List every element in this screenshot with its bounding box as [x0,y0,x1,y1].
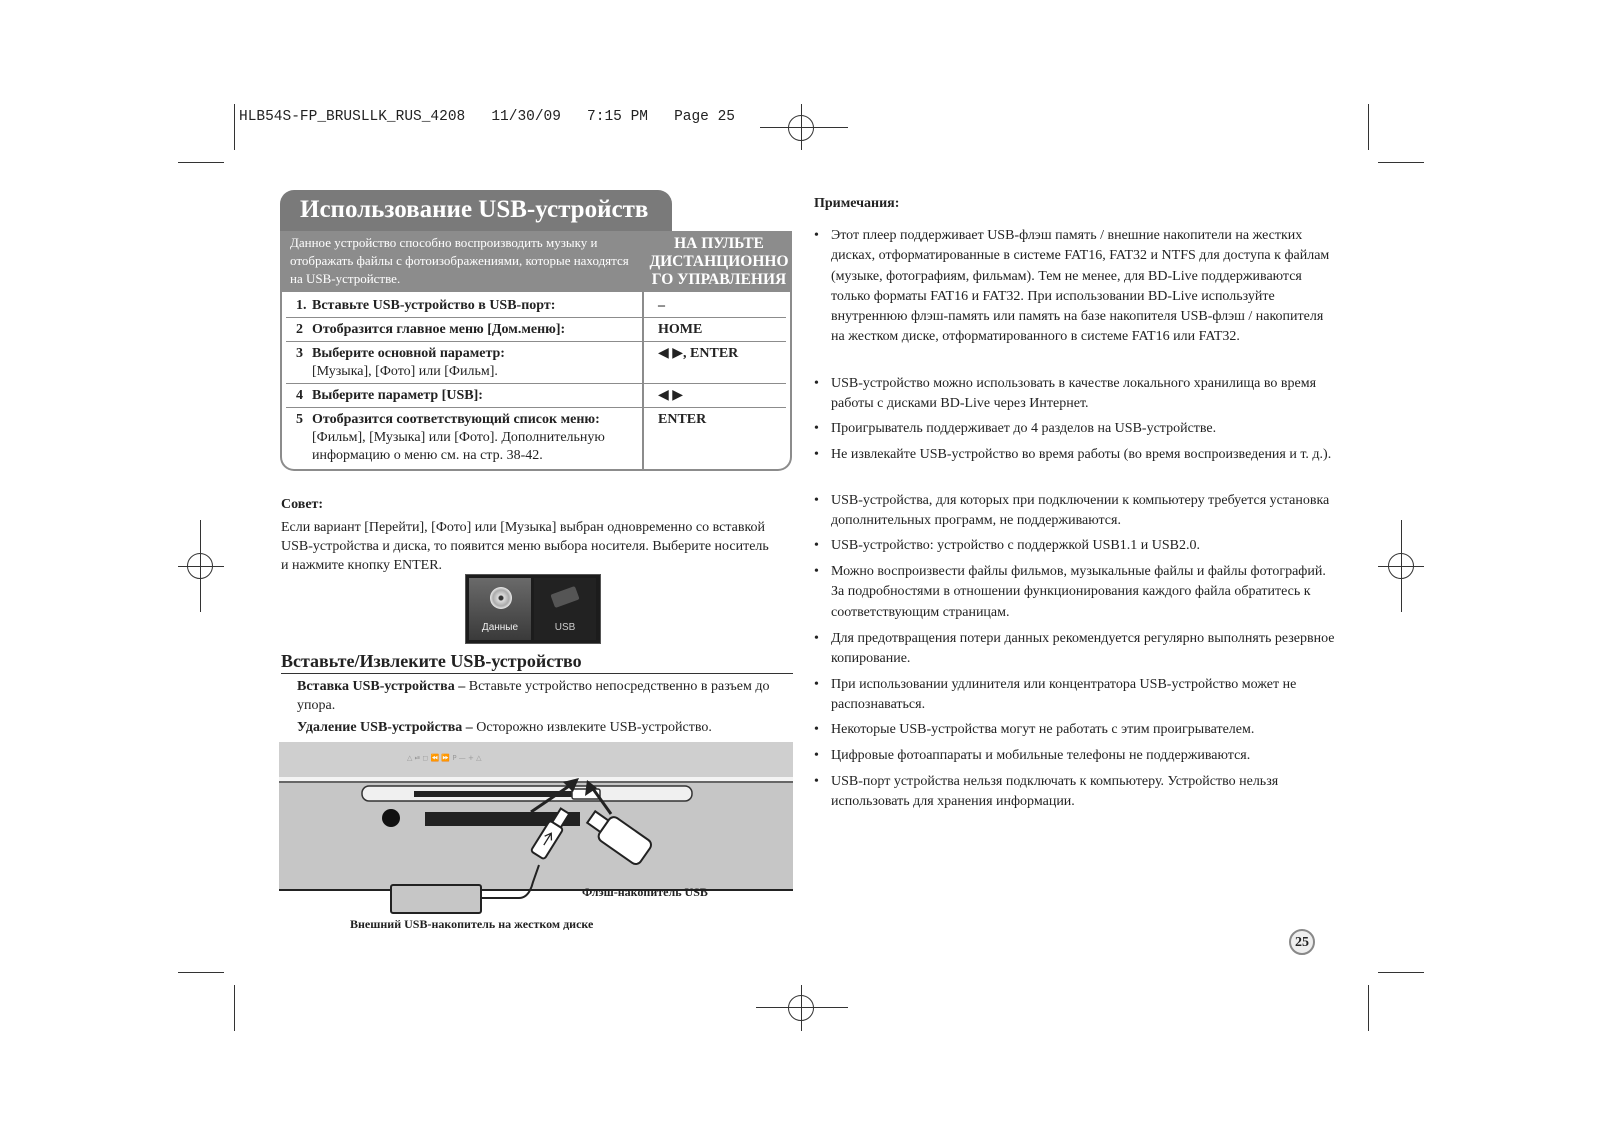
insert-heading: Вставьте/Извлеките USB-устройство [281,651,582,671]
front-panel-buttons [407,753,482,762]
tip-label: Совет: [281,497,324,512]
insert-paragraph: Вставка USB-устройства – Вставьте устройство непосредственно в разъем до упора. [297,679,770,713]
usb-stick-icon [550,586,579,608]
steps-table: Данное устройство способно воспроизводить музыку и отображать файлы с фотоизображениями, которые находятся на USB-устройстве. НА ПУЛЬТЕ ДИСТАНЦИОННО ГО УПРАВЛЕНИЯ 1. Вставьте USB-устройство в USB-порт: – 2 Отобразится главное меню [Дом.меню]: HOME 3 Выберите основной параметр: [Музыка], [Фото] или [Фильм]. ◀ ▶, ENTER 4 Выберите параметр [USB]: ◀ ▶ 5 Отобразится соответствующий список меню: [Фильм], [Музыка] или [Фото]. Дополнительную информацию о меню см. на стр. 38-42. ENTER [280,231,792,471]
menu-item-data: Данные [469,578,531,640]
hdd-label: Внешний USB-накопитель на жестком диске [350,917,594,931]
usb-connection-diagram [279,742,795,934]
flash-drive-label: Флэш-накопитель USB [582,885,708,899]
remote-header: НА ПУЛЬТЕ ДИСТАНЦИОННО ГО УПРАВЛЕНИЯ [649,235,789,288]
section-title: Использование USB-устройств [280,190,672,232]
tip-text: Если вариант [Перейти], [Фото] или [Музыка] выбран одновременно со вставкой USB-устройства и диска, то появится меню выбора носителя. Выберите носитель и нажмите кнопку ENTER. [281,520,769,573]
remove-paragraph: Удаление USB-устройства – Осторожно извлеките USB-устройство. [297,720,712,735]
table-intro: Данное устройство способно воспроизводить музыку и отображать файлы с фотоизображениями, которые находятся на USB-устройстве. [290,235,629,286]
page-number: 25 [1289,929,1315,955]
svg-text:△ ⏯ ◻ ⏪ ⏩ P — + △: △ ⏯ ◻ ⏪ ⏩ P — + △ [407,754,482,762]
disc-icon [490,587,512,609]
media-select-menu [465,574,601,644]
table-header [282,231,790,292]
print-slug: HLB54S-FP_BRUSLLK_RUS_4208 11/30/09 7:15 PM Page 25 [239,109,735,125]
notes-title: Примечания: [814,196,900,211]
menu-item-usb: USB [534,578,596,640]
